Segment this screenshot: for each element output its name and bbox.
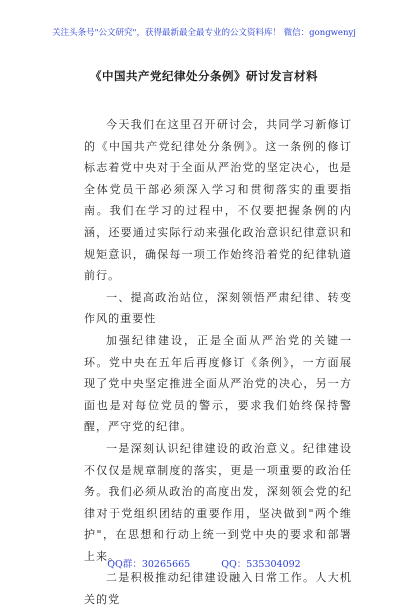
header-promo-banner: 关注头条号"公文研究"，获得最新最全最专业的公文资料库！ 微信：gongwenyj	[52, 28, 356, 38]
footer-contact	[0, 556, 408, 570]
paragraph-daily-work: 二是积极推动纪律建设融入日常工作。人大机关的党	[84, 571, 352, 607]
footer-qq-group: QQ群：30265665	[107, 559, 191, 570]
paragraph-discipline-building: 加强纪律建设，正是全面从严治党的关键一环。党中央在五年后再度修订《条例》，一方面展现了党中央坚定推进全面从严治党的决心，另一方面也是对每位党员的警示，要求我们始终保持警醒，严守党的纪律。	[84, 333, 352, 434]
paragraph-intro: 今天我们在这里召开研讨会，共同学习新修订的《中国共产党纪律处分条例》。这一条例的修订标志着党中央对于全面从严治党的坚定决心，也是全体党员干部必须深入学习和贯彻落实的重要指南。我们在学习的过程中，不仅要把握条例的内涵，还要通过实际行动来强化政治意识纪律意识和规矩意识，确保每一项工作始终沿着党的纪律轨道前行。	[84, 118, 352, 283]
document-title: 《中国共产党纪律处分条例》研讨发言材料	[90, 69, 318, 83]
section-heading-one: 一、提高政治站位，深刻领悟严肃纪律、转变作风的重要性	[84, 290, 352, 326]
footer-qq-number: QQ：535304092	[221, 559, 301, 570]
paragraph-political-significance: 一是深刻认识纪律建设的政治意义。纪律建设不仅仅是规章制度的落实，更是一项重要的政治任务。我们必须从政治的高度出发，深刻领会党的纪律对于党组织团结的重要作用，坚决做到"两个维护"，在思想和行动上统一到党中央的要求和部署上来。	[84, 441, 352, 563]
document-body	[84, 114, 352, 611]
